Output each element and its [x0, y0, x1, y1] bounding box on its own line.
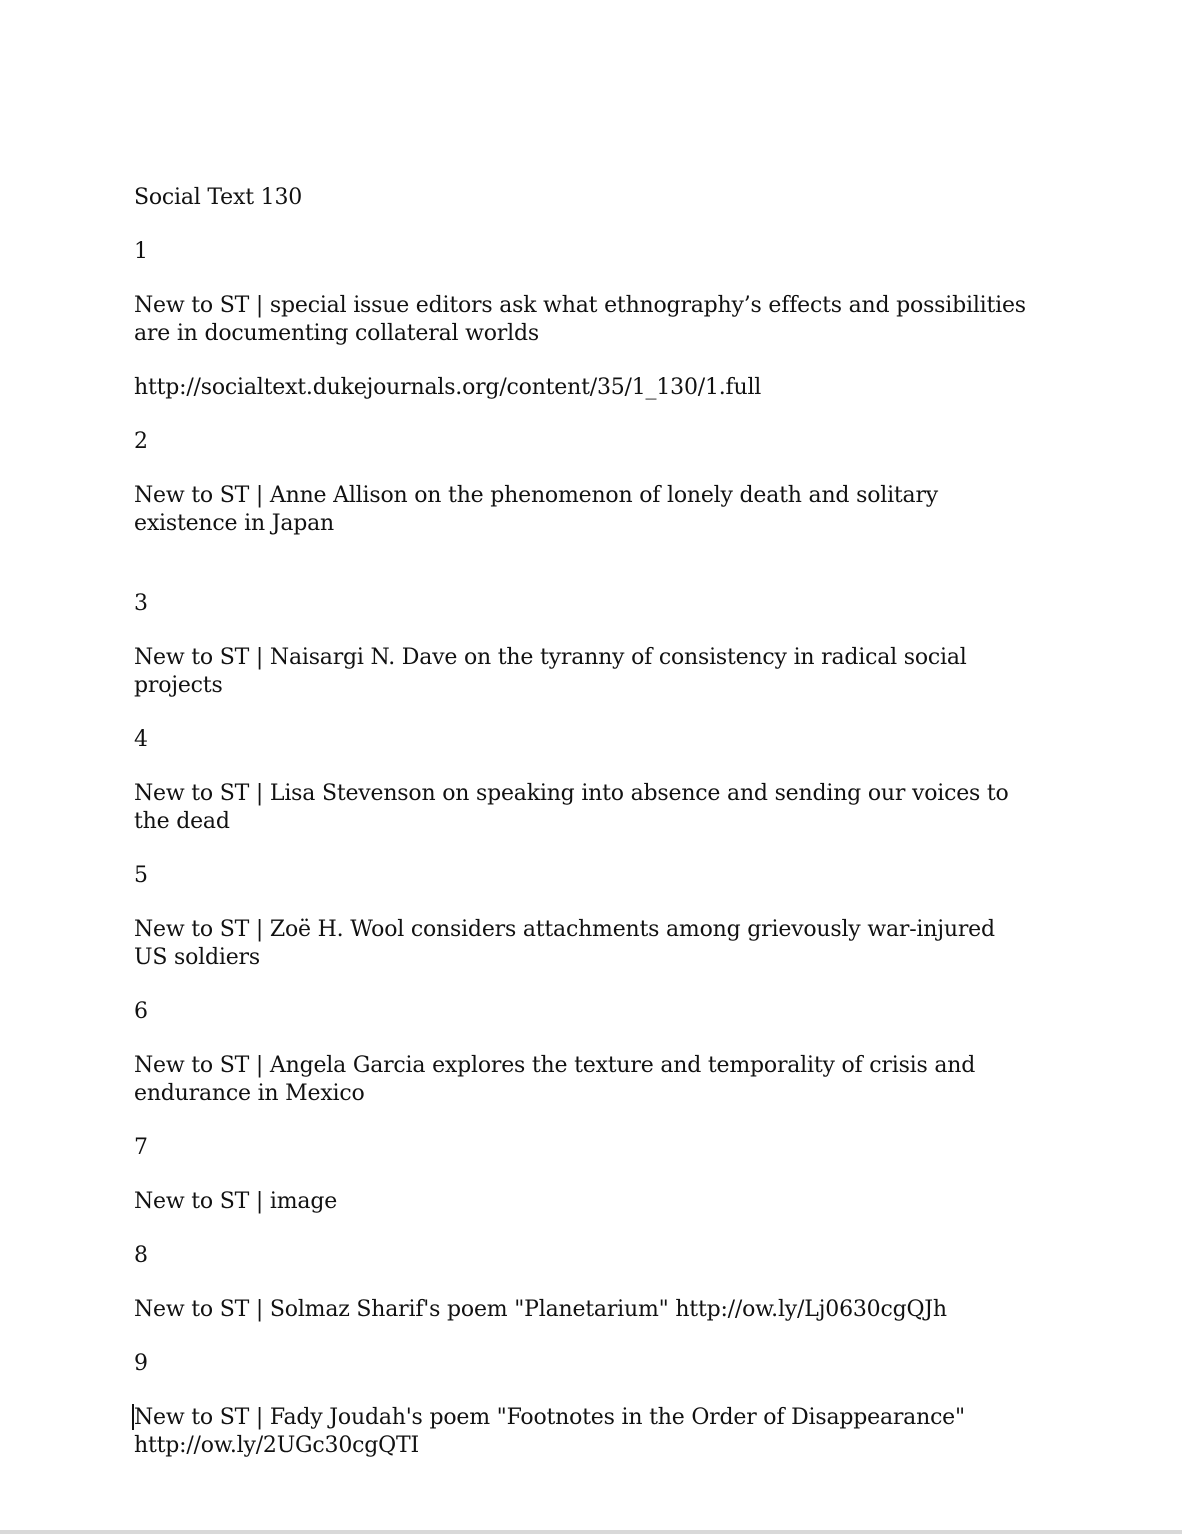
document-body[interactable] — [134, 184, 1034, 1486]
item-text: New to ST | special issue editors ask what ethnography’s effects and possibilities are in documenting collateral worlds — [134, 293, 1026, 346]
item-number: 8 — [134, 1243, 148, 1268]
item-text: New to ST | Lisa Stevenson on speaking into absence and sending our voices to the dead — [134, 781, 1009, 834]
item-text: New to ST | Naisargi N. Dave on the tyranny of consistency in radical social projects — [134, 645, 967, 698]
item-text: New to ST | image — [134, 1189, 338, 1214]
item-number: 1 — [134, 239, 148, 264]
item-number: 9 — [134, 1351, 148, 1376]
item-number: 6 — [134, 999, 148, 1024]
item-number: 3 — [134, 591, 148, 616]
item-text: New to ST | Angela Garcia explores the texture and temporality of crisis and endurance in Mexico — [134, 1053, 976, 1106]
item-text: New to ST | Solmaz Sharif's poem "Planetarium" http://ow.ly/Lj0630cgQJh — [134, 1297, 947, 1322]
item-text: New to ST | Anne Allison on the phenomenon of lonely death and solitary existence in Japan — [134, 483, 939, 536]
item-number: 5 — [134, 863, 148, 888]
item-text: New to ST | Zoë H. Wool considers attachments among grievously war-injured US soldiers — [134, 917, 995, 970]
item-number: 2 — [134, 429, 148, 454]
item-number: 7 — [134, 1135, 148, 1160]
item-text: New to ST | Fady Joudah's poem "Footnotes in the Order of Disappearance" http://ow.ly/2UGc30cgQTI — [134, 1405, 965, 1458]
document-title: Social Text 130 — [134, 185, 303, 210]
item-link: http://socialtext.dukejournals.org/content/35/1_130/1.full — [134, 375, 762, 400]
last-entry — [134, 1404, 1034, 1460]
text-cursor — [132, 1404, 134, 1430]
page-bottom-edge — [0, 1530, 1182, 1534]
item-number: 4 — [134, 727, 148, 752]
